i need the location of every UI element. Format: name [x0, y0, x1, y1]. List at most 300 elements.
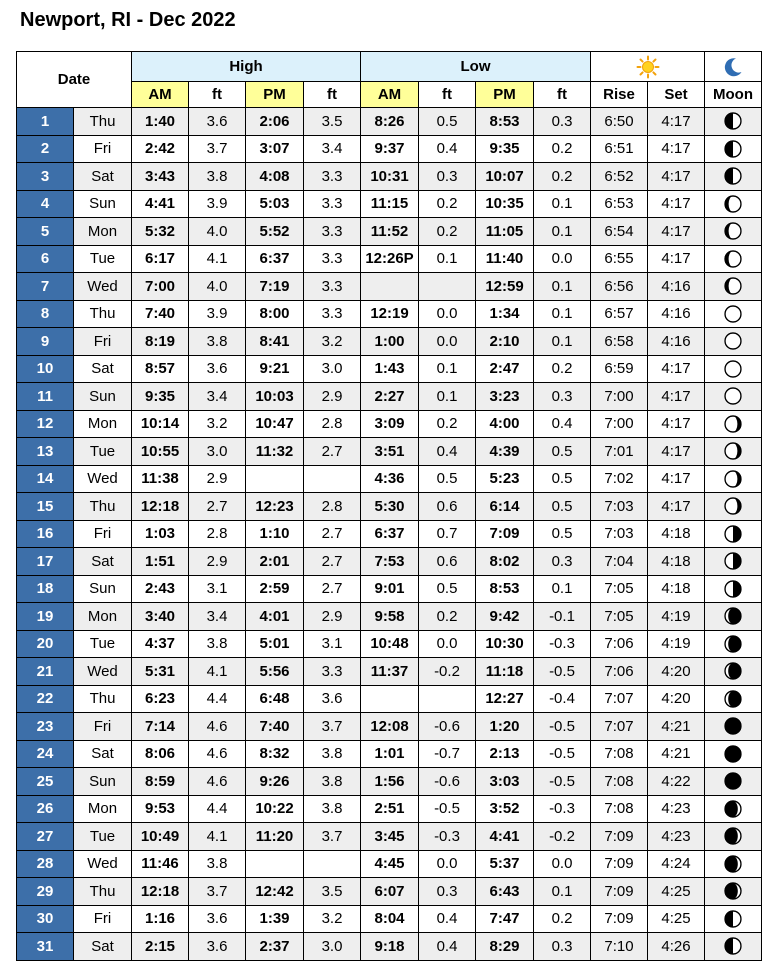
high-am-ft: 3.8 [189, 163, 246, 191]
sunrise-time: 7:06 [591, 630, 648, 658]
sunset-time: 4:17 [648, 355, 705, 383]
date-number: 5 [17, 218, 74, 246]
date-number: 20 [17, 630, 74, 658]
moon-phase-cell [705, 218, 762, 246]
high-am-ft: 3.6 [189, 933, 246, 961]
high-am-time: 8:59 [132, 768, 189, 796]
sunrise-time: 6:58 [591, 328, 648, 356]
table-row [17, 905, 762, 933]
date-number: 13 [17, 438, 74, 466]
table-row [17, 933, 762, 961]
date-number: 11 [17, 383, 74, 411]
high-pm-ft: 3.0 [304, 933, 361, 961]
sunset-time: 4:23 [648, 823, 705, 851]
high-pm-time: 8:32 [246, 740, 304, 768]
sunrise-time: 7:05 [591, 575, 648, 603]
weekday: Wed [74, 850, 132, 878]
table-row [17, 245, 762, 273]
low-am-ft: -0.5 [419, 795, 476, 823]
high-pm-ft: 3.3 [304, 245, 361, 273]
weekday: Mon [74, 218, 132, 246]
high-am-ft-header: ft [189, 82, 246, 108]
high-pm-ft [304, 850, 361, 878]
moon-phase-cell [705, 245, 762, 273]
low-pm-time: 3:52 [476, 795, 534, 823]
low-pm-time: 11:40 [476, 245, 534, 273]
sunrise-time: 7:08 [591, 740, 648, 768]
low-pm-time: 8:53 [476, 108, 534, 136]
high-am-time: 12:18 [132, 878, 189, 906]
high-am-ft: 3.4 [189, 383, 246, 411]
low-pm-time: 5:37 [476, 850, 534, 878]
moon-phase-icon [723, 579, 743, 599]
high-pm-ft: 2.8 [304, 410, 361, 438]
high-pm-header: PM [246, 82, 304, 108]
high-pm-time: 5:56 [246, 658, 304, 686]
low-pm-ft: 0.2 [534, 905, 591, 933]
date-number: 17 [17, 548, 74, 576]
date-number: 10 [17, 355, 74, 383]
sunset-time: 4:17 [648, 383, 705, 411]
low-am-ft [419, 685, 476, 713]
sunrise-time: 7:03 [591, 520, 648, 548]
low-am-time: 10:31 [361, 163, 419, 191]
table-row [17, 273, 762, 301]
rise-header: Rise [591, 82, 648, 108]
table-row [17, 328, 762, 356]
moon-phase-icon [723, 194, 743, 214]
high-pm-ft: 3.7 [304, 713, 361, 741]
moon-phase-icon [723, 551, 743, 571]
high-am-ft: 2.9 [189, 465, 246, 493]
sunset-time: 4:17 [648, 245, 705, 273]
moon-phase-cell [705, 658, 762, 686]
high-am-ft: 4.4 [189, 685, 246, 713]
high-am-ft: 4.0 [189, 218, 246, 246]
moon-phase-cell [705, 135, 762, 163]
high-pm-ft: 3.3 [304, 218, 361, 246]
high-pm-time: 6:37 [246, 245, 304, 273]
high-pm-ft: 3.8 [304, 740, 361, 768]
moon-phase-cell [705, 740, 762, 768]
low-am-ft: -0.6 [419, 713, 476, 741]
high-pm-ft: 3.0 [304, 355, 361, 383]
high-pm-ft-header: ft [304, 82, 361, 108]
moon-phase-cell [705, 823, 762, 851]
weekday: Sat [74, 163, 132, 191]
high-am-ft: 2.7 [189, 493, 246, 521]
low-pm-ft: -0.5 [534, 713, 591, 741]
date-header: Date [17, 52, 132, 108]
low-pm-ft: -0.5 [534, 740, 591, 768]
sunrise-time: 7:05 [591, 603, 648, 631]
table-row [17, 300, 762, 328]
date-number: 8 [17, 300, 74, 328]
tide-table [16, 51, 762, 961]
high-pm-ft: 3.2 [304, 328, 361, 356]
sunset-time: 4:17 [648, 493, 705, 521]
table-row [17, 630, 762, 658]
high-pm-ft: 3.3 [304, 300, 361, 328]
low-pm-ft: -0.1 [534, 603, 591, 631]
high-am-time: 11:46 [132, 850, 189, 878]
high-pm-time: 5:52 [246, 218, 304, 246]
low-am-ft: 0.7 [419, 520, 476, 548]
low-pm-time: 1:20 [476, 713, 534, 741]
sunrise-time: 6:52 [591, 163, 648, 191]
high-am-time: 6:17 [132, 245, 189, 273]
low-pm-time: 9:42 [476, 603, 534, 631]
weekday: Sat [74, 548, 132, 576]
high-pm-ft: 2.9 [304, 603, 361, 631]
low-am-ft: -0.7 [419, 740, 476, 768]
date-number: 22 [17, 685, 74, 713]
high-am-time: 9:53 [132, 795, 189, 823]
moon-phase-icon [723, 634, 743, 654]
low-pm-ft: 0.1 [534, 190, 591, 218]
moon-phase-icon [723, 744, 743, 764]
sunrise-time: 7:09 [591, 850, 648, 878]
moon-phase-cell [705, 685, 762, 713]
sun-header [591, 52, 705, 82]
high-am-time: 8:19 [132, 328, 189, 356]
sunset-time: 4:19 [648, 630, 705, 658]
high-am-ft: 3.7 [189, 135, 246, 163]
low-am-ft-header: ft [419, 82, 476, 108]
low-am-time: 9:01 [361, 575, 419, 603]
sunrise-time: 6:50 [591, 108, 648, 136]
high-pm-ft [304, 465, 361, 493]
sunset-time: 4:17 [648, 163, 705, 191]
date-number: 7 [17, 273, 74, 301]
weekday: Sat [74, 740, 132, 768]
high-pm-time: 10:22 [246, 795, 304, 823]
weekday: Thu [74, 300, 132, 328]
high-am-time: 10:49 [132, 823, 189, 851]
crescent-moon-icon [722, 56, 744, 78]
moon-phase-icon [723, 331, 743, 351]
low-am-time: 12:08 [361, 713, 419, 741]
low-pm-time: 12:27 [476, 685, 534, 713]
high-pm-ft: 2.7 [304, 548, 361, 576]
moon-phase-cell [705, 410, 762, 438]
high-pm-ft: 2.7 [304, 520, 361, 548]
high-pm-time: 1:10 [246, 520, 304, 548]
low-am-ft: 0.5 [419, 108, 476, 136]
high-pm-ft: 2.7 [304, 438, 361, 466]
set-header: Set [648, 82, 705, 108]
low-am-ft: 0.0 [419, 630, 476, 658]
low-pm-ft: -0.3 [534, 630, 591, 658]
low-pm-ft: -0.3 [534, 795, 591, 823]
high-am-time: 3:40 [132, 603, 189, 631]
moon-phase-icon [723, 441, 743, 461]
sunrise-time: 7:09 [591, 878, 648, 906]
high-pm-ft: 3.4 [304, 135, 361, 163]
sunset-time: 4:17 [648, 465, 705, 493]
table-row [17, 575, 762, 603]
date-number: 29 [17, 878, 74, 906]
high-pm-ft: 3.3 [304, 658, 361, 686]
weekday: Sun [74, 575, 132, 603]
low-pm-time: 2:13 [476, 740, 534, 768]
moon-phase-cell [705, 355, 762, 383]
sunrise-time: 7:00 [591, 410, 648, 438]
sunset-time: 4:16 [648, 273, 705, 301]
sunset-time: 4:25 [648, 905, 705, 933]
low-pm-time: 12:59 [476, 273, 534, 301]
high-pm-time: 1:39 [246, 905, 304, 933]
high-pm-ft: 3.3 [304, 163, 361, 191]
high-am-ft: 3.9 [189, 300, 246, 328]
high-header: High [132, 52, 361, 82]
moon-phase-icon [723, 936, 743, 956]
table-row [17, 410, 762, 438]
moon-header: Moon [705, 82, 762, 108]
high-am-ft: 4.6 [189, 740, 246, 768]
low-pm-ft-header: ft [534, 82, 591, 108]
high-pm-ft: 3.7 [304, 823, 361, 851]
date-number: 25 [17, 768, 74, 796]
low-am-time: 2:51 [361, 795, 419, 823]
low-am-ft: -0.3 [419, 823, 476, 851]
low-am-time: 1:00 [361, 328, 419, 356]
low-am-time: 8:04 [361, 905, 419, 933]
date-number: 6 [17, 245, 74, 273]
low-am-ft: 0.2 [419, 190, 476, 218]
low-am-time: 9:37 [361, 135, 419, 163]
sunset-time: 4:20 [648, 685, 705, 713]
low-am-ft: 0.1 [419, 355, 476, 383]
low-pm-ft: -0.2 [534, 823, 591, 851]
table-row [17, 768, 762, 796]
high-pm-time [246, 465, 304, 493]
date-number: 15 [17, 493, 74, 521]
high-am-time: 1:16 [132, 905, 189, 933]
high-am-ft: 3.4 [189, 603, 246, 631]
low-am-time: 2:27 [361, 383, 419, 411]
table-row [17, 108, 762, 136]
weekday: Tue [74, 245, 132, 273]
low-pm-ft: 0.3 [534, 933, 591, 961]
low-am-ft: 0.0 [419, 300, 476, 328]
weekday: Sun [74, 768, 132, 796]
high-pm-ft: 3.2 [304, 905, 361, 933]
low-am-ft [419, 273, 476, 301]
low-pm-ft: 0.1 [534, 328, 591, 356]
low-pm-time: 5:23 [476, 465, 534, 493]
low-am-ft: 0.4 [419, 933, 476, 961]
high-pm-time: 5:03 [246, 190, 304, 218]
high-pm-ft: 3.3 [304, 273, 361, 301]
table-row [17, 658, 762, 686]
date-number: 1 [17, 108, 74, 136]
weekday: Fri [74, 135, 132, 163]
weekday: Mon [74, 410, 132, 438]
high-pm-ft: 2.7 [304, 575, 361, 603]
low-am-time: 12:19 [361, 300, 419, 328]
moon-phase-cell [705, 383, 762, 411]
low-am-time [361, 273, 419, 301]
low-am-ft: 0.5 [419, 575, 476, 603]
high-pm-time: 9:21 [246, 355, 304, 383]
moon-phase-icon [723, 111, 743, 131]
high-am-time: 7:14 [132, 713, 189, 741]
table-row [17, 218, 762, 246]
low-am-time [361, 685, 419, 713]
moon-phase-icon [723, 661, 743, 681]
high-am-time: 1:51 [132, 548, 189, 576]
sunrise-time: 6:53 [591, 190, 648, 218]
sunset-time: 4:17 [648, 438, 705, 466]
table-row [17, 520, 762, 548]
low-pm-ft: 0.1 [534, 273, 591, 301]
moon-phase-icon [723, 716, 743, 736]
high-pm-time: 8:41 [246, 328, 304, 356]
high-am-ft: 3.1 [189, 575, 246, 603]
high-am-time: 1:40 [132, 108, 189, 136]
moon-phase-cell [705, 713, 762, 741]
high-pm-ft: 3.5 [304, 108, 361, 136]
high-pm-time: 7:19 [246, 273, 304, 301]
weekday: Thu [74, 493, 132, 521]
moon-icon-header [705, 52, 762, 82]
high-am-time: 10:55 [132, 438, 189, 466]
date-number: 31 [17, 933, 74, 961]
high-pm-time: 2:37 [246, 933, 304, 961]
moon-phase-icon [723, 826, 743, 846]
table-row [17, 740, 762, 768]
high-am-time: 11:38 [132, 465, 189, 493]
low-pm-ft: 0.5 [534, 520, 591, 548]
high-am-ft: 3.7 [189, 878, 246, 906]
low-am-time: 8:26 [361, 108, 419, 136]
sunrise-time: 6:55 [591, 245, 648, 273]
sunset-time: 4:16 [648, 328, 705, 356]
low-pm-ft: 0.1 [534, 878, 591, 906]
table-row [17, 548, 762, 576]
low-pm-ft: 0.1 [534, 575, 591, 603]
moon-phase-icon [723, 414, 743, 434]
weekday: Wed [74, 273, 132, 301]
sunrise-time: 7:04 [591, 548, 648, 576]
date-number: 4 [17, 190, 74, 218]
low-am-time: 1:01 [361, 740, 419, 768]
moon-phase-icon [723, 386, 743, 406]
low-am-ft: 0.4 [419, 135, 476, 163]
high-pm-time: 2:06 [246, 108, 304, 136]
high-am-ft: 3.6 [189, 355, 246, 383]
moon-phase-cell [705, 190, 762, 218]
moon-phase-cell [705, 548, 762, 576]
weekday: Thu [74, 685, 132, 713]
table-row [17, 465, 762, 493]
low-pm-time: 4:41 [476, 823, 534, 851]
moon-phase-icon [723, 854, 743, 874]
moon-phase-cell [705, 768, 762, 796]
high-am-ft: 4.6 [189, 713, 246, 741]
high-am-ft: 4.0 [189, 273, 246, 301]
low-am-ft: 0.6 [419, 493, 476, 521]
weekday: Mon [74, 603, 132, 631]
sunrise-time: 6:56 [591, 273, 648, 301]
weekday: Sat [74, 355, 132, 383]
sunset-time: 4:25 [648, 878, 705, 906]
weekday: Thu [74, 108, 132, 136]
low-am-time: 12:26P [361, 245, 419, 273]
sunrise-time: 7:08 [591, 768, 648, 796]
low-pm-time: 8:53 [476, 575, 534, 603]
sunset-time: 4:17 [648, 410, 705, 438]
sunrise-time: 7:07 [591, 685, 648, 713]
low-am-time: 6:07 [361, 878, 419, 906]
table-row [17, 823, 762, 851]
date-number: 21 [17, 658, 74, 686]
low-am-ft: 0.1 [419, 245, 476, 273]
date-number: 19 [17, 603, 74, 631]
low-pm-ft: 0.2 [534, 163, 591, 191]
table-row [17, 493, 762, 521]
high-am-time: 5:32 [132, 218, 189, 246]
high-am-ft: 4.1 [189, 658, 246, 686]
table-row [17, 438, 762, 466]
moon-phase-cell [705, 438, 762, 466]
sunset-time: 4:16 [648, 300, 705, 328]
low-pm-time: 6:43 [476, 878, 534, 906]
moon-phase-icon [723, 304, 743, 324]
high-am-ft: 4.1 [189, 823, 246, 851]
sunset-time: 4:21 [648, 713, 705, 741]
high-pm-time: 8:00 [246, 300, 304, 328]
high-am-ft: 4.6 [189, 768, 246, 796]
weekday: Sun [74, 190, 132, 218]
sunset-time: 4:22 [648, 768, 705, 796]
low-am-ft: 0.2 [419, 410, 476, 438]
low-pm-ft: -0.5 [534, 768, 591, 796]
low-pm-ft: 0.5 [534, 465, 591, 493]
moon-phase-icon [723, 166, 743, 186]
low-am-time: 7:53 [361, 548, 419, 576]
sunrise-time: 7:03 [591, 493, 648, 521]
high-pm-ft: 3.6 [304, 685, 361, 713]
table-row [17, 163, 762, 191]
weekday: Fri [74, 328, 132, 356]
moon-phase-cell [705, 493, 762, 521]
low-pm-time: 8:29 [476, 933, 534, 961]
high-pm-time: 12:42 [246, 878, 304, 906]
high-pm-time: 2:59 [246, 575, 304, 603]
date-number: 24 [17, 740, 74, 768]
sunrise-time: 7:06 [591, 658, 648, 686]
low-am-time: 9:58 [361, 603, 419, 631]
low-pm-time: 10:30 [476, 630, 534, 658]
sun-icon [636, 55, 660, 79]
low-pm-time: 7:09 [476, 520, 534, 548]
weekday: Fri [74, 905, 132, 933]
sunrise-time: 7:09 [591, 823, 648, 851]
high-am-time: 6:23 [132, 685, 189, 713]
high-pm-time: 4:08 [246, 163, 304, 191]
moon-phase-icon [723, 221, 743, 241]
low-am-ft: 0.0 [419, 328, 476, 356]
high-am-ft: 3.8 [189, 850, 246, 878]
high-am-header: AM [132, 82, 189, 108]
weekday: Mon [74, 795, 132, 823]
weekday: Fri [74, 520, 132, 548]
high-pm-time [246, 850, 304, 878]
date-number: 28 [17, 850, 74, 878]
sunrise-time: 7:01 [591, 438, 648, 466]
